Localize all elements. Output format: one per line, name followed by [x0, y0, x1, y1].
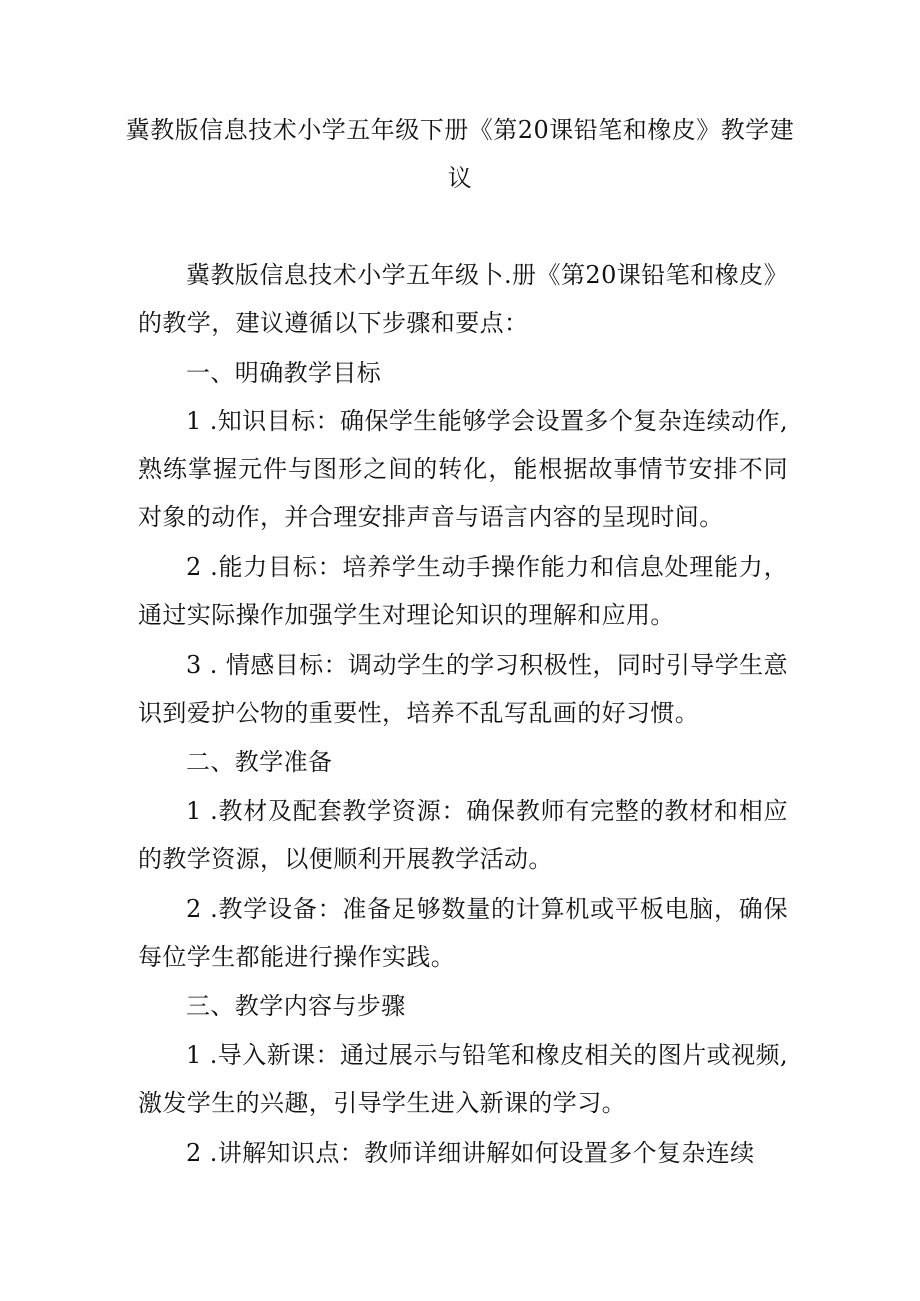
section-heading-preparation: 二、教学准备	[186, 748, 333, 776]
goal-knowledge-paragraph: 1 .知识目标：确保学生能够学会设置多个复杂连续动作,熟练掌握元件与图形之间的转化，能根据故事情节安排不同对象的动作，并合理安排声音与语言内容的呈现时间。	[138, 407, 788, 531]
section-heading-goals: 一、明确教学目标	[186, 359, 382, 387]
goal-emotion-paragraph: 3 . 情感目标：调动学生的学习积极性，同时引导学生意识到爱护公物的重要性，培养不乱写乱画的好习惯。	[138, 651, 788, 727]
step-intro-paragraph: 1 .导入新课：通过展示与铅笔和橡皮相关的图片或视频,激发学生的兴趣，引导学生进入新课的学习。	[138, 1041, 788, 1117]
intro-paragraph: 冀教版信息技术小学五年级卜.册《第20课铅笔和橡皮》的教学，建议遵循以下步骤和要点：	[138, 261, 788, 337]
goal-ability-paragraph: 2 .能力目标：培养学生动手操作能力和信息处理能力，通过实际操作加强学生对理论知识的理解和应用。	[138, 553, 788, 629]
step-explain-paragraph: 2 .讲解知识点：教师详细讲解如何设置多个复杂连续	[186, 1139, 755, 1167]
prep-materials-paragraph: 1 .教材及配套教学资源：确保教师有完整的教材和相应的教学资源，以便顺利开展教学活动。	[138, 797, 788, 873]
prep-equipment-paragraph: 2 .教学设备：准备足够数量的计算机或平板电脑，确保每位学生都能进行操作实践。	[138, 895, 788, 971]
document-title: 冀教版信息技术小学五年级下册《第20课铅笔和橡皮》教学建议	[125, 116, 795, 192]
section-heading-content: 三、教学内容与步骤	[186, 992, 406, 1020]
